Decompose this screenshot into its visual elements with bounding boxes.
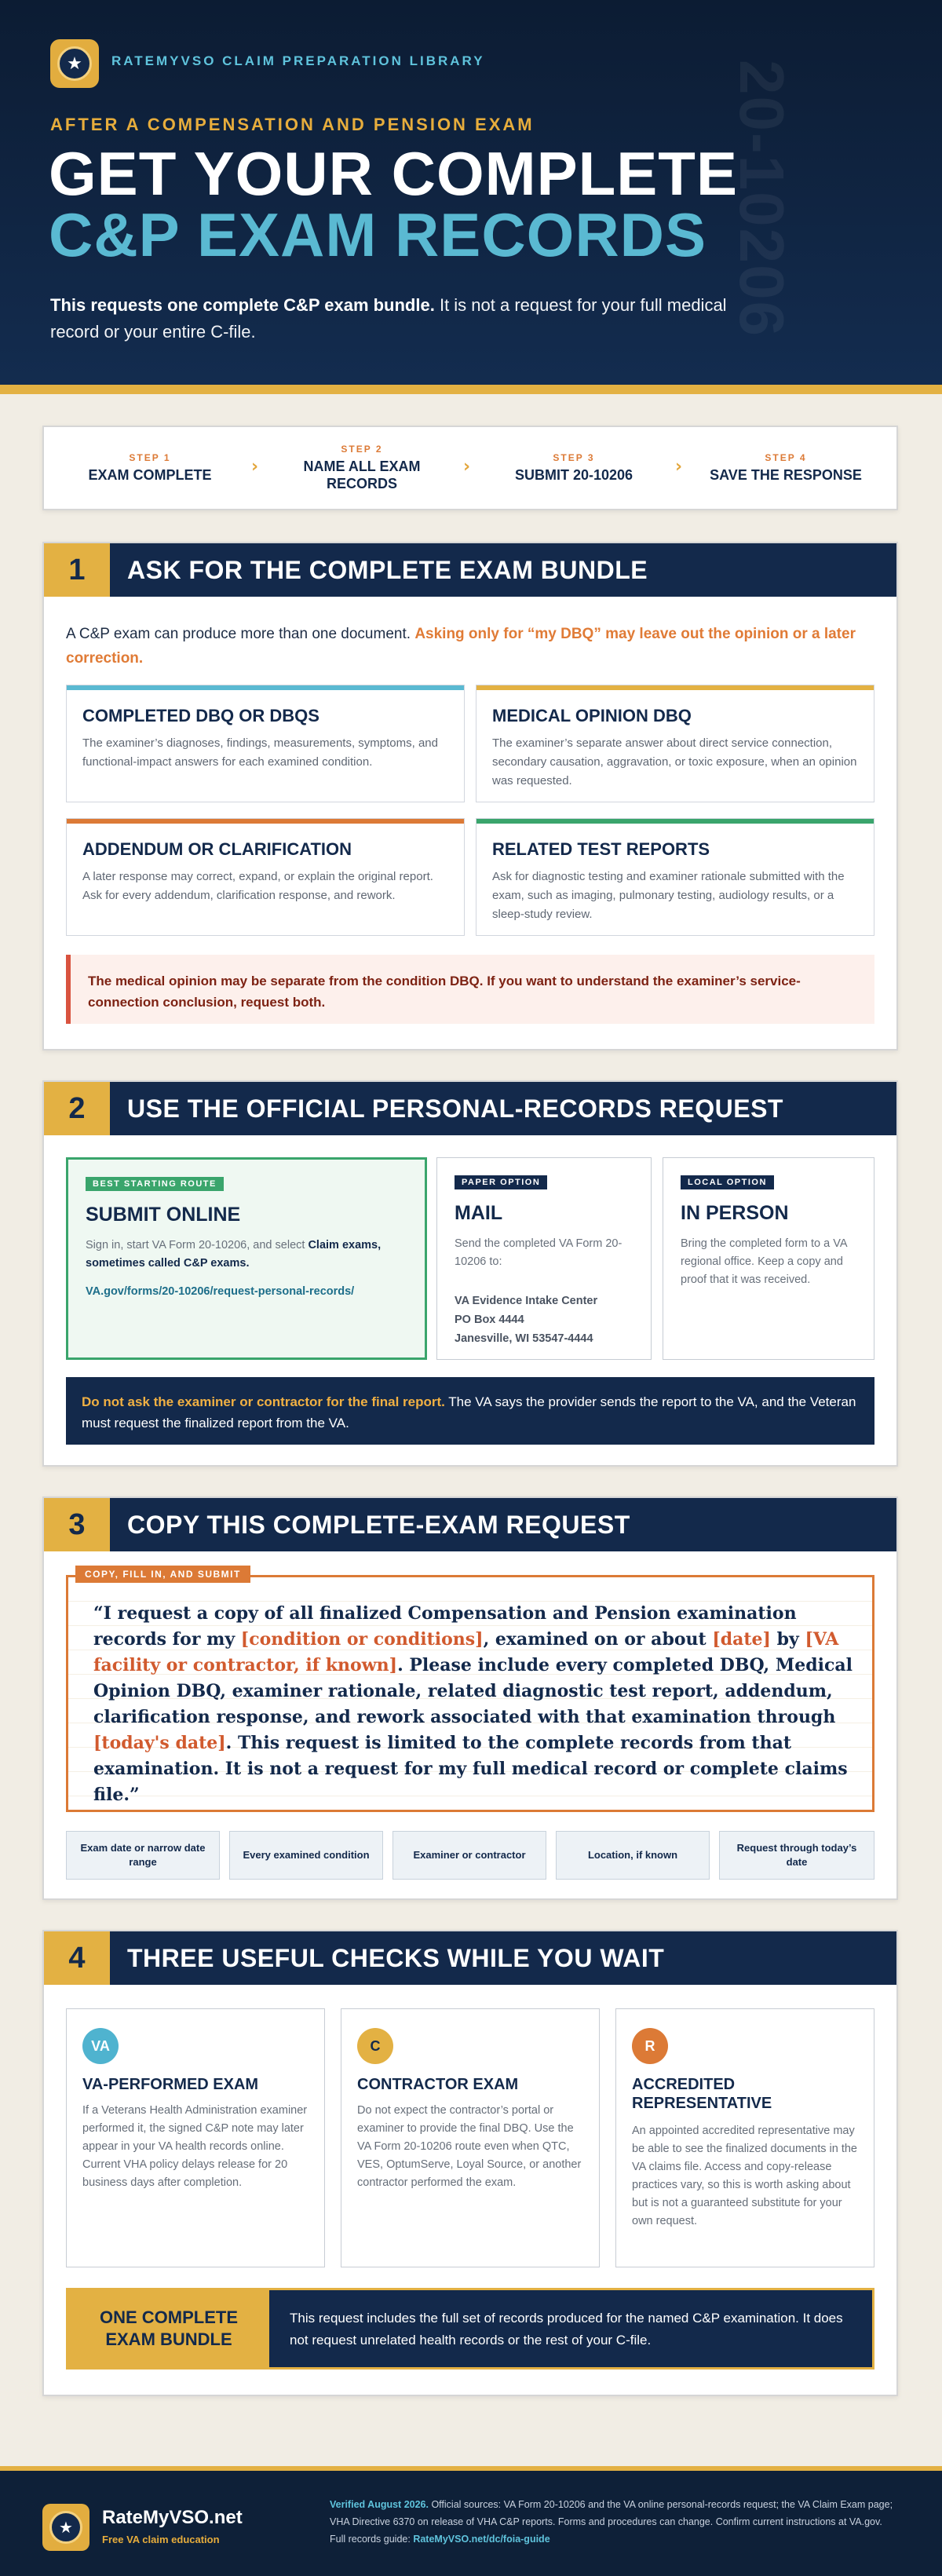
section-title: ASK FOR THE COMPLETE EXAM BUNDLE (127, 555, 648, 584)
doc-card-tests (476, 818, 874, 936)
template-text: . This request is limited to the complete records from that examination. It is not a request for my full medical record or complete claims file.” (93, 1733, 848, 1805)
doc-card-opinion (476, 685, 874, 802)
doc-card-dbq (66, 685, 465, 802)
step-progress (42, 426, 898, 510)
chevron-right-icon: › (675, 457, 683, 477)
mailing-address (455, 1292, 597, 1348)
section-number: 3 (44, 1498, 110, 1551)
address-line: PO Box 4444 (455, 1314, 524, 1326)
card-accent-bar (476, 819, 874, 824)
doc-card-body: Ask for diagnostic testing and examiner rationale submitted with the exam, such as imaging, pulmonary testing, audiology results, or a sleep-study review. (492, 870, 845, 921)
section-header (44, 1082, 896, 1135)
template-text: . Please include every completed DBQ, Medical Opinion DBQ, examiner rationale, related diagnostic test report, addendum, clarification response, and rework associated with that examination through (93, 1655, 853, 1727)
section-3 (42, 1496, 898, 1900)
verified-date: Verified August 2026. (330, 2499, 429, 2510)
section-1 (42, 542, 898, 1050)
bundle-label-text: ONE COMPLETE EXAM BUNDLE (99, 2307, 238, 2349)
footer-brand[interactable]: RateMyVSO.net (102, 2507, 243, 2528)
check-body: An appointed accredited representative may be able to see the finalized documents in the VA claims file. Access and copy-release practices vary, so this is worth asking about but is not a guaranteed substitute for your own request. (632, 2125, 857, 2227)
star-icon: ★ (57, 46, 92, 81)
checklist-chip: Examiner or contractor (392, 1831, 546, 1880)
section-header (44, 1498, 896, 1551)
hero-banner (0, 0, 942, 385)
fill-in-today: [today's date] (93, 1733, 226, 1753)
checklist-chip: Location, if known (556, 1831, 710, 1880)
warning-callout (66, 955, 874, 1024)
representative-badge-icon: R (632, 2028, 668, 2064)
note-rest: The VA says the provider sends the report to the VA, and the Veteran must request the finalized report from the VA. (82, 1394, 856, 1431)
section-4 (42, 1930, 898, 2396)
card-accent-bar (67, 685, 464, 690)
route-body-bold: Claim exams, sometimes called C&P exams. (86, 1239, 382, 1270)
route-title: IN PERSON (681, 1202, 789, 1224)
copy-tag: COPY, FILL IN, AND SUBMIT (75, 1566, 250, 1583)
step-label: NAME ALL EXAM RECORDS (303, 459, 421, 491)
doc-card-title: MEDICAL OPINION DBQ (492, 706, 692, 725)
doc-card-body: The examiner’s separate answer about direct service connection, secondary causation, aggravation, or toxic exposure, when an opinion was requested. (492, 736, 857, 787)
template-text: by (770, 1629, 805, 1650)
fill-in-facility: [VA facility or contractor, if known] (93, 1629, 839, 1675)
step-label: SAVE THE RESPONSE (710, 467, 862, 483)
step-number: STEP 3 (553, 452, 595, 463)
section-header (44, 1931, 896, 1985)
route-body (86, 1237, 407, 1273)
library-name: RATEMYVSO CLAIM PREPARATION LIBRARY (111, 53, 485, 68)
route-body: Bring the completed form to a VA regional office. Keep a copy and proof that it was received. (681, 1237, 847, 1286)
route-title: MAIL (455, 1202, 503, 1224)
section-number: 1 (44, 543, 110, 597)
footer-tagline: Free VA claim education (102, 2534, 220, 2545)
gold-divider (0, 385, 942, 394)
route-tag: LOCAL OPTION (681, 1175, 774, 1189)
route-online (66, 1157, 427, 1360)
route-title: SUBMIT ONLINE (86, 1204, 241, 1226)
bundle-label (68, 2290, 269, 2367)
step-label: SUBMIT 20-10206 (514, 467, 633, 483)
step-number: STEP 4 (765, 452, 807, 463)
note-highlight: Do not ask the examiner or contractor for the final report. (82, 1394, 445, 1409)
callout-text: The medical opinion may be separate from the condition DBQ. If you want to understand the examiner’s service-connection conclusion, request both. (88, 974, 801, 1010)
doc-card-addendum (66, 818, 465, 936)
step-4 (680, 452, 892, 484)
template-text: “I request a copy of all finalized Compensation and Pension examination records for my (93, 1603, 797, 1650)
doc-card-title: ADDENDUM OR CLARIFICATION (82, 839, 352, 859)
section-header (44, 543, 896, 597)
checklist-chip: Request through today’s date (719, 1831, 874, 1880)
section-title: COPY THIS COMPLETE-EXAM REQUEST (127, 1510, 630, 1539)
check-title: VA-PERFORMED EXAM (82, 2076, 259, 2093)
check-title: CONTRACTOR EXAM (357, 2076, 519, 2093)
checklist-chip: Every examined condition (229, 1831, 383, 1880)
doc-card-title: COMPLETED DBQ OR DBQS (82, 706, 319, 725)
fill-in-date: [date] (712, 1629, 771, 1650)
watermark-text: 20-10206 (727, 60, 797, 338)
template-text: , examined on or about (483, 1629, 713, 1650)
doc-card-body: A later response may correct, expand, or explain the original report. Ask for every addendum, clarification response, and rework. (82, 870, 433, 902)
chevron-right-icon: › (251, 457, 259, 477)
route-body: Send the completed VA Form 20-10206 to: (455, 1237, 623, 1268)
request-template-box[interactable] (66, 1575, 874, 1812)
chevron-right-icon: › (463, 457, 471, 477)
section-number: 2 (44, 1082, 110, 1135)
hero-title-line2: C&P EXAM RECORDS (49, 200, 707, 269)
hero-title-line1: GET YOUR COMPLETE (49, 139, 738, 208)
route-body-text: Sign in, start VA Form 20-10206, and select (86, 1239, 309, 1251)
footer (0, 2466, 942, 2576)
star-icon: ★ (49, 2511, 82, 2544)
route-tag: BEST STARTING ROUTE (86, 1177, 224, 1191)
address-line: Janesville, WI 53547-4444 (455, 1332, 593, 1345)
card-accent-bar (476, 685, 874, 690)
lede-bold: This requests one complete C&P exam bundle. (50, 295, 435, 315)
fill-in-conditions: [condition or conditions] (240, 1629, 484, 1650)
sources-text: Official sources: VA Form 20-10206 and the VA online personal-records request; the VA Claim Exam page; VHA Directive 6370 on release of VHA C&P reports. Forms and procedures can change. Confirm current instructions at VA.gov. Full records guide: (330, 2499, 893, 2545)
seal-icon (50, 39, 99, 88)
provider-note (66, 1377, 874, 1445)
hero-lede (50, 292, 772, 345)
check-representative (615, 2008, 874, 2267)
va-form-link[interactable]: VA.gov/forms/20-10206/request-personal-records/ (86, 1285, 355, 1298)
step-label: EXAM COMPLETE (88, 467, 212, 483)
section-title: USE THE OFFICIAL PERSONAL-RECORDS REQUEST (127, 1094, 783, 1123)
bundle-summary (66, 2288, 874, 2370)
request-template-text[interactable] (93, 1601, 855, 1808)
section-title: THREE USEFUL CHECKS WHILE YOU WAIT (127, 1943, 665, 1972)
check-body: If a Veterans Health Administration examiner performed it, the signed C&P note may later appear in your VA health records online. Current VHA policy delays release for 20 business days after completion. (82, 2104, 308, 2189)
intro-highlight: Asking only for “my DBQ” may leave out the opinion or a later correction. (66, 626, 856, 667)
step-number: STEP 1 (129, 452, 171, 463)
contractor-badge-icon: C (357, 2028, 393, 2064)
check-title: ACCREDITED REPRESENTATIVE (632, 2076, 772, 2112)
note-text (82, 1391, 859, 1434)
section-intro (66, 622, 882, 670)
section-number: 4 (44, 1931, 110, 1985)
lede-rest: It is not a request for your full medical record or your entire C-file. (50, 295, 727, 342)
checklist-chip: Exam date or narrow date range (66, 1831, 220, 1880)
route-in-person (663, 1157, 874, 1360)
intro-text: A C&P exam can produce more than one document. (66, 626, 415, 642)
address-line: VA Evidence Intake Center (455, 1295, 598, 1307)
section-2 (42, 1080, 898, 1467)
doc-card-title: RELATED TEST REPORTS (492, 839, 710, 859)
doc-card-body: The examiner’s diagnoses, findings, measurements, symptoms, and functional-impact answers for each examined condition. (82, 736, 438, 769)
records-guide-link[interactable]: RateMyVSO.net/dc/foia-guide (413, 2534, 550, 2545)
footer-sources (330, 2496, 895, 2548)
card-accent-bar (67, 819, 464, 824)
check-body: Do not expect the contractor’s portal or examiner to provide the final DBQ. Use the VA Form 20-10206 route even when QTC, VES, OptumServe, Loyal Source, or another contractor performed the exam. (357, 2104, 582, 2189)
va-badge-icon: VA (82, 2028, 119, 2064)
hero-kicker: AFTER A COMPENSATION AND PENSION EXAM (50, 115, 535, 134)
bundle-text: This request includes the full set of records produced for the named C&P examination. It does not request unrelated health records or the rest of your C-file. (290, 2311, 843, 2348)
check-va-exam (66, 2008, 325, 2267)
route-tag: PAPER OPTION (455, 1175, 547, 1189)
step-2 (256, 444, 471, 492)
step-3 (468, 452, 683, 484)
step-1 (44, 452, 259, 484)
check-contractor-exam (341, 2008, 600, 2267)
seal-icon (42, 2504, 89, 2551)
route-mail (436, 1157, 652, 1360)
step-number: STEP 2 (341, 444, 383, 455)
